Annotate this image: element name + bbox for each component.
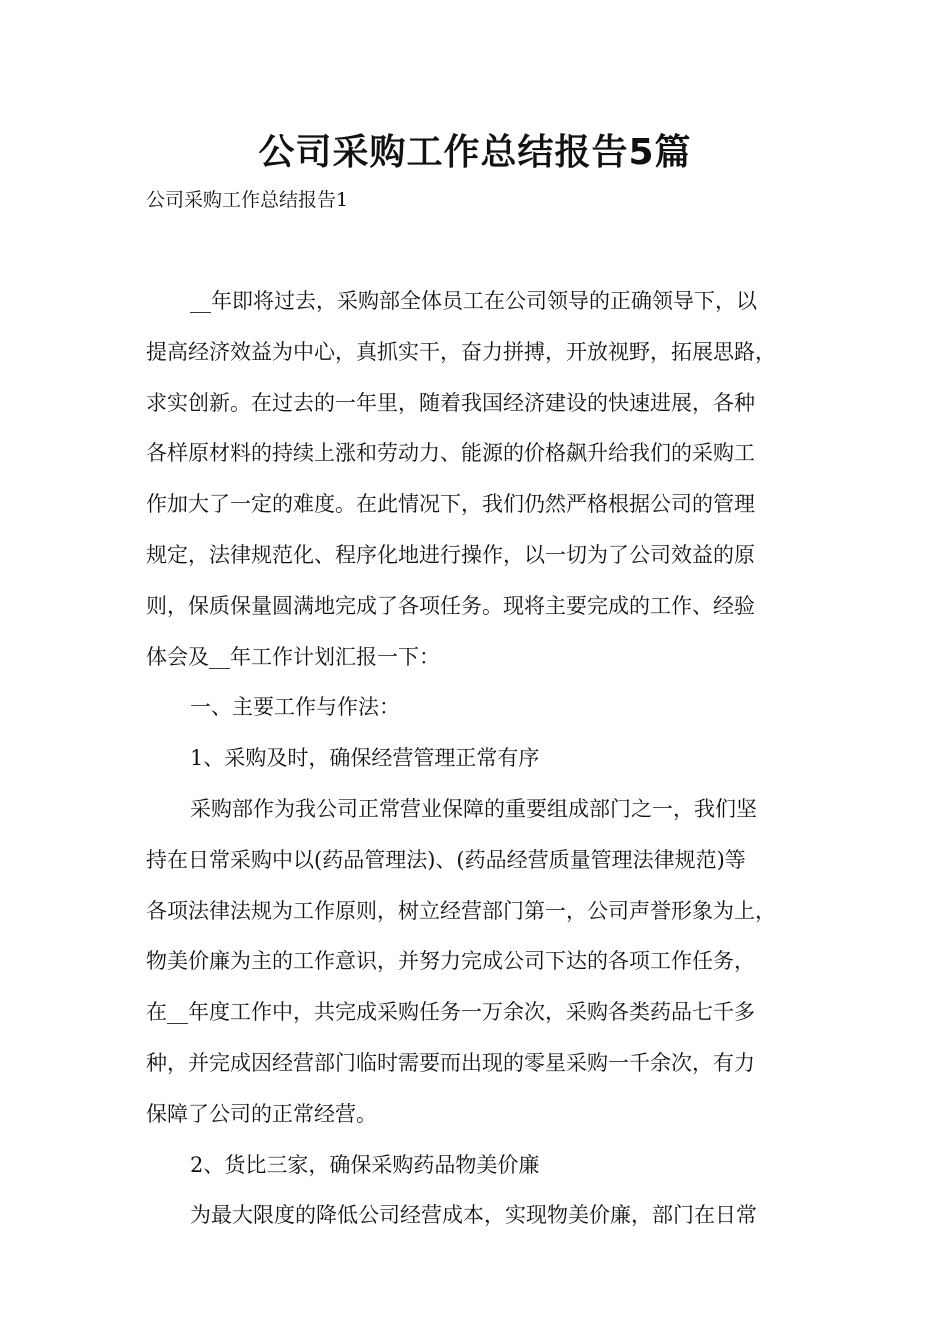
paragraph-line: 体会及__年工作计划汇报一下： — [146, 644, 440, 669]
paragraph-line: __年即将过去，采购部全体员工在公司领导的正确领导下，以 — [190, 289, 757, 313]
paragraph-line: 作加大了一定的难度。在此情况下，我们仍然严格根据公司的管理 — [146, 492, 755, 517]
paragraph-line: 持在日常采购中以(药品管理法)、(药品经营质量管理法律规范)等 — [146, 847, 746, 872]
paragraph-line: 则，保质保量圆满地完成了各项任务。现将主要完成的工作、经验 — [146, 593, 755, 618]
subsection-heading: 2、货比三家，确保采购药品物美价廉 — [190, 1152, 540, 1177]
paragraph-line: 为最大限度的降低公司经营成本，实现物美价廉，部门在日常 — [190, 1203, 757, 1228]
paragraph-line: 在__年度工作中，共完成采购任务一万余次，采购各类药品七千多 — [146, 1000, 755, 1025]
document-subtitle: 公司采购工作总结报告1 — [146, 189, 349, 211]
paragraph-line: 物美价廉为主的工作意识，并努力完成公司下达的各项工作任务， — [146, 949, 755, 974]
paragraph-line: 种，并完成因经营部门临时需要而出现的零星采购一千余次，有力 — [146, 1050, 755, 1075]
subsection-heading: 1、采购及时，确保经营管理正常有序 — [190, 746, 540, 771]
paragraph-line: 保障了公司的正常经营。 — [146, 1101, 377, 1126]
document-body — [146, 282, 826, 1247]
document-title: 公司采购工作总结报告5篇 — [258, 132, 692, 173]
paragraph-line: 各项法律法规为工作原则，树立经营部门第一，公司声誉形象为上， — [146, 898, 776, 923]
paragraph-line: 提高经济效益为中心，真抓实干，奋力拼搏，开放视野，拓展思路， — [146, 339, 776, 364]
paragraph-line: 各样原材料的持续上涨和劳动力、能源的价格飙升给我们的采购工 — [146, 441, 755, 466]
paragraph-line: 规定，法律规范化、程序化地进行操作，以一切为了公司效益的原 — [146, 542, 755, 567]
paragraph-line: 采购部作为我公司正常营业保障的重要组成部门之一，我们坚 — [190, 796, 757, 821]
section-heading: 一、主要工作与作法： — [190, 695, 400, 720]
paragraph-line: 求实创新。在过去的一年里，随着我国经济建设的快速进展，各种 — [146, 390, 755, 415]
